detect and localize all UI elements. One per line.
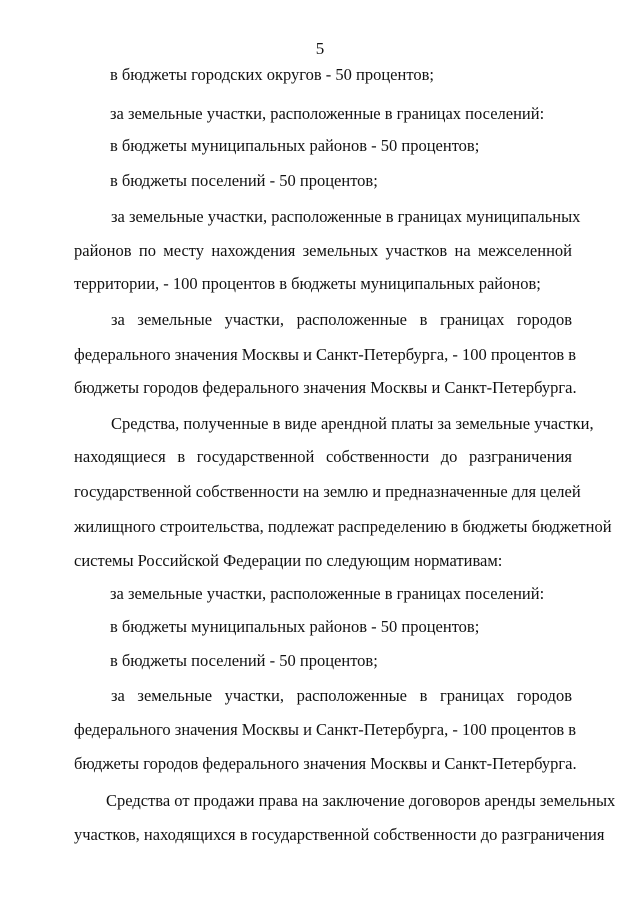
text-line: за земельные участки, расположенные в границах поселений: — [110, 584, 545, 603]
text-line: бюджеты городов федерального значения Москвы и Санкт-Петербурга. — [74, 378, 577, 397]
text-line: в бюджеты муниципальных районов - 50 процентов; — [110, 136, 480, 155]
text-line: районов по месту нахождения земельных участков на межселенной — [74, 241, 572, 260]
text-line: находящиеся в государственной собственности до разграничения — [74, 447, 572, 466]
text-line: за земельные участки, расположенные в границах городов — [111, 686, 572, 705]
text-line: в бюджеты городских округов - 50 процентов; — [110, 65, 434, 84]
page-number: 5 — [315, 39, 325, 58]
text-line: в бюджеты поселений - 50 процентов; — [110, 651, 378, 670]
text-line: за земельные участки, расположенные в границах муниципальных — [111, 207, 581, 226]
text-line: федерального значения Москвы и Санкт-Петербурга, - 100 процентов в — [74, 345, 577, 364]
text-line: участков, находящихся в государственной собственности до разграничения — [74, 825, 605, 844]
text-line: в бюджеты муниципальных районов - 50 процентов; — [110, 617, 480, 636]
text-line: Средства, полученные в виде арендной платы за земельные участки, — [111, 414, 594, 433]
text-line: жилищного строительства, подлежат распределению в бюджеты бюджетной — [74, 517, 612, 536]
text-line: федерального значения Москвы и Санкт-Петербурга, - 100 процентов в — [74, 720, 577, 739]
text-line: государственной собственности на землю и предназначенные для целей — [74, 482, 581, 501]
text-line: в бюджеты поселений - 50 процентов; — [110, 171, 378, 190]
text-line: за земельные участки, расположенные в границах городов — [111, 310, 572, 329]
text-line: территории, - 100 процентов в бюджеты муниципальных районов; — [74, 274, 541, 293]
text-line: системы Российской Федерации по следующим нормативам: — [74, 551, 503, 570]
text-line: Средства от продажи права на заключение договоров аренды земельных — [106, 791, 616, 810]
text-line: бюджеты городов федерального значения Москвы и Санкт-Петербурга. — [74, 754, 577, 773]
text-line: за земельные участки, расположенные в границах поселений: — [110, 104, 545, 123]
